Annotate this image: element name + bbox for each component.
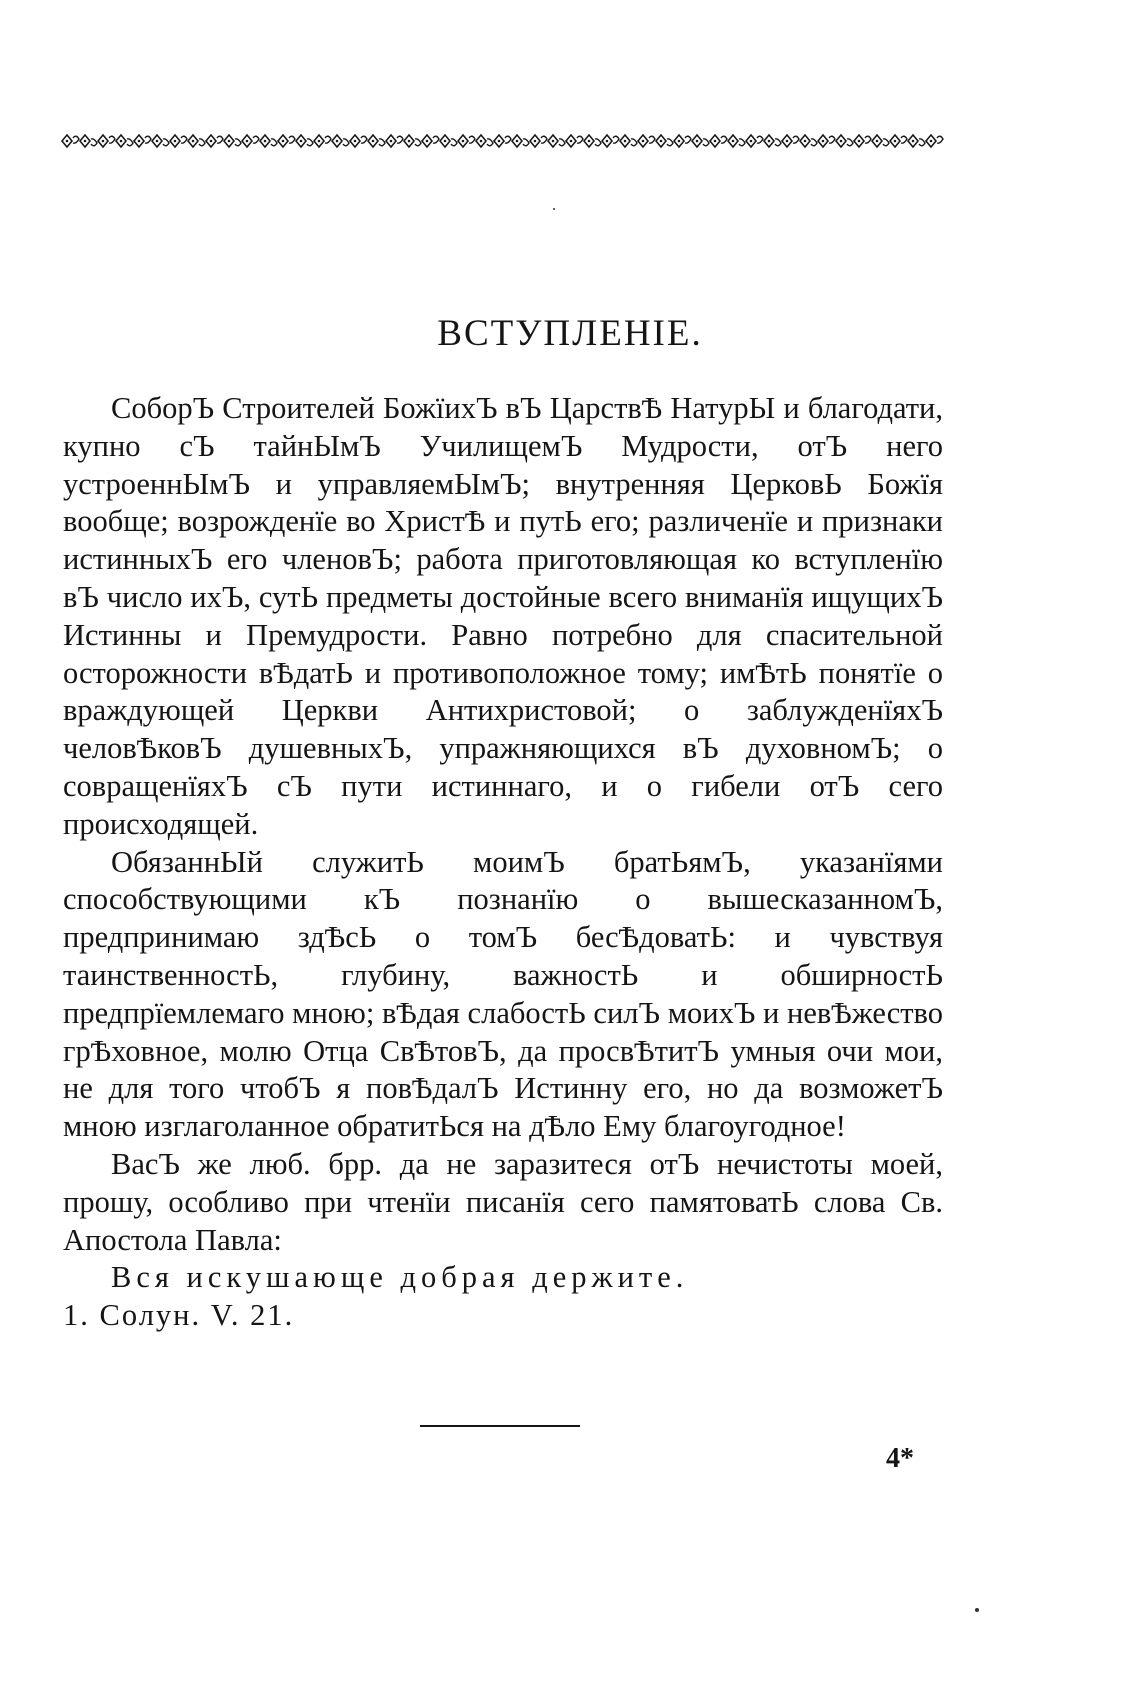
ornament-motif <box>152 135 169 147</box>
ornament-motif <box>602 135 619 147</box>
ink-speck <box>553 208 555 210</box>
ornament-motif <box>926 135 943 147</box>
ornament-motif <box>638 135 655 147</box>
printer-signature-mark: 4* <box>886 1443 914 1474</box>
ornament-motif <box>476 135 493 147</box>
ornament-motif <box>422 135 439 147</box>
ornament-motif <box>62 135 79 147</box>
ornament-motif <box>494 135 511 147</box>
ink-speck <box>975 1608 979 1612</box>
ornament-motif <box>836 135 853 147</box>
ornament-motif <box>566 135 583 147</box>
ornament-motif <box>188 135 205 147</box>
ornament-motif <box>620 135 637 147</box>
ornament-motif <box>368 135 385 147</box>
ornament-motif <box>854 135 871 147</box>
ornament-motif <box>224 135 241 147</box>
ornament-motif <box>530 135 547 147</box>
ornament-pattern <box>58 130 948 152</box>
ornament-motif <box>908 135 925 147</box>
ornament-motif <box>440 135 457 147</box>
ornament-motif <box>296 135 313 147</box>
ornament-motif <box>350 135 367 147</box>
decorative-ornament-border <box>58 130 948 152</box>
ornament-motif <box>314 135 331 147</box>
ornament-motif <box>260 135 277 147</box>
paragraph-3: ВасЪ же люб. брр. да не заразитеся отЪ нечистоты моей, прошу, особливо при чтенїи писанїя сего памятоватЬ слова Св. Апостола Павла: <box>63 1146 943 1257</box>
ornament-motif <box>134 135 151 147</box>
ornament-motif <box>674 135 691 147</box>
ornament-motif <box>458 135 475 147</box>
ornament-motif <box>746 135 763 147</box>
ornament-motif <box>278 135 295 147</box>
ornament-motif <box>728 135 745 147</box>
ornament-motif <box>692 135 709 147</box>
ornament-motif <box>656 135 673 147</box>
scripture-citation: 1. Солун. V. 21. <box>63 1298 295 1333</box>
closing-rule <box>420 1425 580 1427</box>
ornament-motif <box>116 135 133 147</box>
ornament-motif <box>872 135 889 147</box>
ornament-motif <box>710 135 727 147</box>
ornament-motif <box>242 135 259 147</box>
ornament-motif <box>80 135 97 147</box>
ornament-motif <box>170 135 187 147</box>
body-text <box>63 390 943 1335</box>
ornament-motif <box>548 135 565 147</box>
ornament-motif <box>206 135 223 147</box>
ornament-motif <box>512 135 529 147</box>
paragraph-2: ОбязаннЫй служитЬ моимЪ братЬямЪ, указанїями способствующими кЪ познанїю о вышесказанномЪ, предпринимаю здѢсЬ о томЪ бесѢдоватЬ: и чувствуя таинственностЬ, глубину, важностЬ и обширностЬ предпрїемлемаго мною; вѢдая слабостЬ силЪ моихЪ и невѢжество грѢховное, молю Отца СвѢтовЪ, да просвѢтитЪ умныя очи мои, не для того чтобЪ я повѢдалЪ Истинну его, но да возможетЪ мною изглаголанное обратитЬся на дѢло Ему благоугодное! <box>63 844 943 1144</box>
ornament-motif <box>764 135 781 147</box>
ornament-motif <box>584 135 601 147</box>
page-title: ВСТУПЛЕНІЕ. <box>437 313 703 354</box>
ornament-motif <box>800 135 817 147</box>
paragraph-1: СоборЪ Строителей БожїихЪ вЪ ЦарствѢ НатурЫ и благодати, купно сЪ тайнЫмЪ УчилищемЪ Мудрости, отЪ него устроеннЫмЪ и управляемЫмЪ; внутренняя ЦерковЬ Божїя вообще; возрожденїе во ХристѢ и путЬ его; различенїе и признаки истинныхЪ его членовЪ; работа приготовляющая ко вступленїю вЪ число ихЪ, сутЬ предметы достойные всего вниманїя ищущихЪ Истинны и Премудрости. Равно потребно для спасительной осторожности вѢдатЬ и противоположное тому; имѢтЬ понятїе о враждующей Церкви Антихристовой; о заблужденїяхЪ человѢковЪ душевныхЪ, упражняющихся вЪ духовномЪ; о совращенїяхЪ сЪ пути истиннаго, и о гибели отЪ сего происходящей. <box>63 391 943 841</box>
ornament-motif <box>332 135 349 147</box>
scripture-quote: Вся искушающе добрая держите. <box>111 1260 689 1295</box>
ornament-motif <box>404 135 421 147</box>
ornament-motif <box>98 135 115 147</box>
ornament-motif <box>386 135 403 147</box>
ornament-motif <box>818 135 835 147</box>
ornament-motif <box>782 135 799 147</box>
ornament-motif <box>890 135 907 147</box>
